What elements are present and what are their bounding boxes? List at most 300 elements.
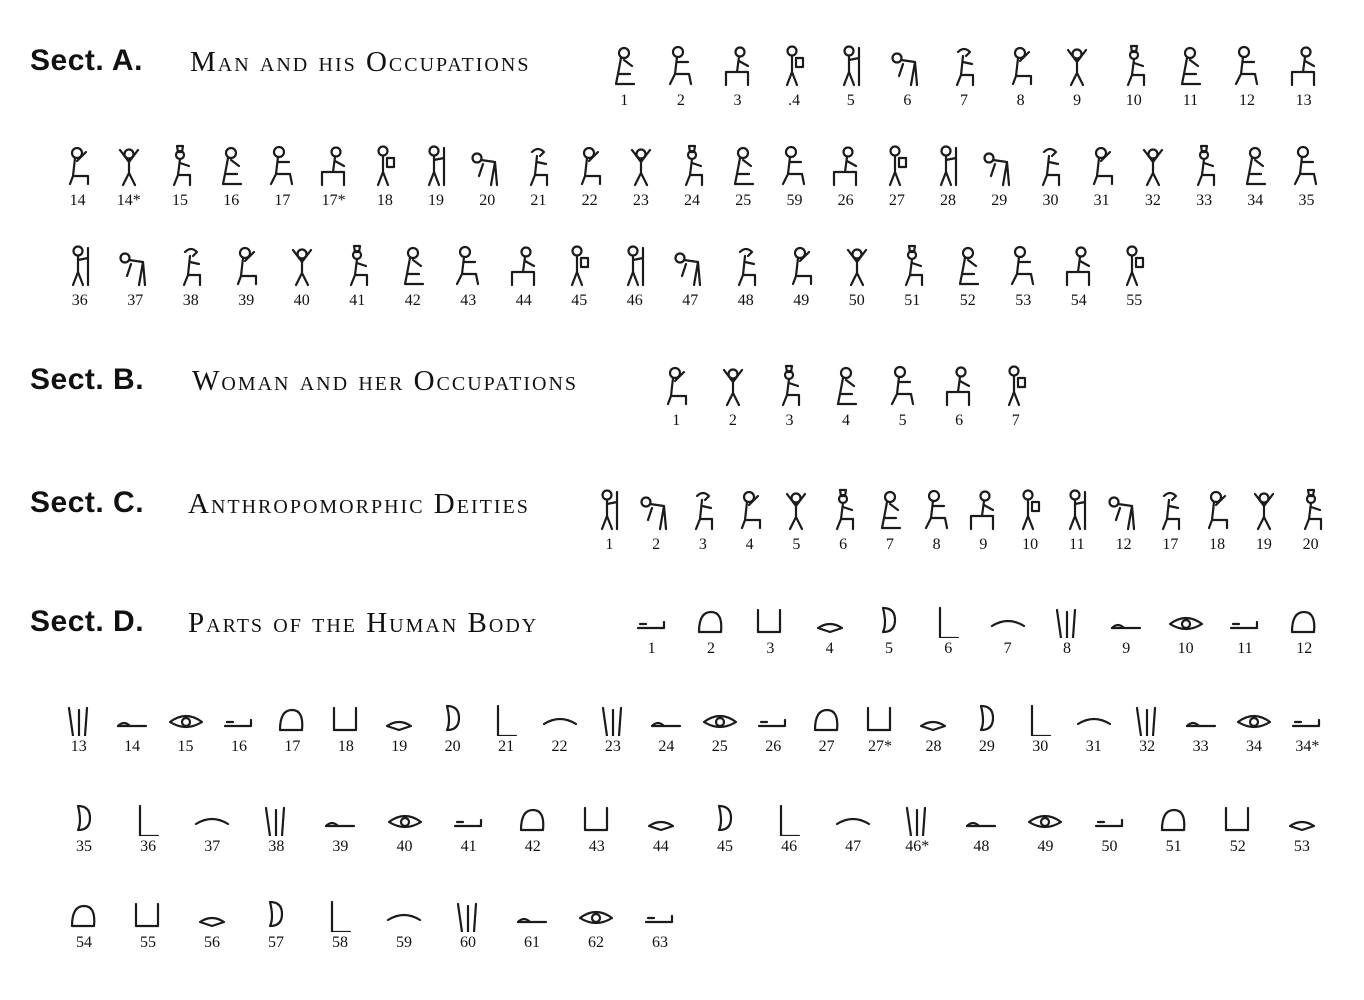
hieroglyph-sign xyxy=(1227,700,1280,756)
glyph-drawing xyxy=(826,144,866,190)
hieroglyph-sign xyxy=(1281,700,1334,756)
glyph-drawing xyxy=(115,244,155,290)
sign-number: 11 xyxy=(1069,536,1085,553)
hieroglyph-sign xyxy=(1162,44,1219,110)
hieroglyph-sign xyxy=(1281,144,1332,210)
glyph-drawing xyxy=(877,144,917,190)
hieroglyph-sign xyxy=(922,144,973,210)
sign-number: 39 xyxy=(332,838,349,855)
glyph-drawing xyxy=(1166,602,1206,638)
hieroglyph-sign xyxy=(496,244,552,310)
hieroglyph-sign xyxy=(1067,700,1120,756)
glyph-drawing xyxy=(589,488,629,534)
hieroglyph-sign xyxy=(829,244,885,310)
hieroglyph-sign xyxy=(372,896,436,952)
hieroglyph-sign xyxy=(1174,700,1227,756)
sign-number: 18 xyxy=(376,192,393,209)
sign-number: 23 xyxy=(632,192,649,209)
glyph-drawing xyxy=(670,244,710,290)
glyph-drawing xyxy=(700,700,740,736)
hieroglyph-sign xyxy=(681,602,740,658)
sign-number: 30 xyxy=(1042,192,1059,209)
hieroglyph-sign xyxy=(874,364,931,430)
glyph-drawing xyxy=(979,144,1019,190)
sign-number: 1 xyxy=(672,412,681,429)
glyph-drawing xyxy=(504,244,544,290)
hieroglyph-sign xyxy=(1156,602,1215,658)
sign-number: 46 xyxy=(626,292,643,309)
glyph-drawing xyxy=(1003,244,1043,290)
hieroglyph-sign xyxy=(330,244,386,310)
sign-number: 17* xyxy=(321,192,346,209)
glyph-drawing xyxy=(1286,144,1326,190)
glyph-drawing xyxy=(1154,800,1194,836)
sign-number: 13 xyxy=(1295,92,1312,109)
sign-number: 26 xyxy=(837,192,854,209)
hieroglyph-sign xyxy=(1127,144,1178,210)
hieroglyph-sign xyxy=(693,800,757,856)
glyph-drawing xyxy=(1284,602,1324,638)
hieroglyph-sign xyxy=(622,602,681,658)
hieroglyph-sign xyxy=(978,602,1037,658)
hieroglyph-sign xyxy=(180,800,244,856)
sign-number: 9 xyxy=(1122,640,1131,657)
hieroglyph-sign xyxy=(103,144,154,210)
hieroglyph-sign xyxy=(879,44,936,110)
glyph-drawing xyxy=(226,244,266,290)
glyph-drawing xyxy=(512,896,552,932)
glyph-drawing xyxy=(641,800,681,836)
hieroglyph-sign xyxy=(1147,488,1194,554)
glyph-drawing xyxy=(1025,800,1065,836)
sign-number: 11 xyxy=(1182,92,1199,109)
sign-number: 31 xyxy=(1085,738,1102,755)
glyph-drawing xyxy=(939,364,979,410)
sign-number: 53 xyxy=(1015,292,1032,309)
sign-number: 44 xyxy=(515,292,532,309)
sign-number: 50 xyxy=(848,292,865,309)
hieroglyph-sign xyxy=(1076,144,1127,210)
glyph-drawing xyxy=(1235,144,1275,190)
hieroglyph-sign xyxy=(818,364,875,430)
hieroglyph-sign xyxy=(853,700,906,756)
sign-number: 46* xyxy=(905,838,930,855)
glyph-drawing xyxy=(593,700,633,736)
sign-number: 6 xyxy=(903,92,912,109)
sign-number: 9 xyxy=(1073,92,1082,109)
glyph-drawing xyxy=(1127,700,1167,736)
glyph-drawing xyxy=(897,800,937,836)
hieroglyph-sign xyxy=(648,364,705,430)
sign-number: 24 xyxy=(658,738,675,755)
hieroglyph-sign xyxy=(1007,488,1054,554)
hieroglyph-sign xyxy=(501,800,565,856)
glyph-drawing xyxy=(58,144,98,190)
glyph-drawing xyxy=(646,700,686,736)
sign-number: 12 xyxy=(1115,536,1132,553)
hieroglyph-sign xyxy=(800,602,859,658)
sign-number: 50 xyxy=(1101,838,1118,855)
sign-number: 59 xyxy=(786,192,803,209)
glyph-drawing xyxy=(753,700,793,736)
sign-number: 26 xyxy=(765,738,782,755)
sign-number: 54 xyxy=(1070,292,1087,309)
sign-number: 45 xyxy=(571,292,588,309)
section-b-label: Sect. B. xyxy=(30,363,145,396)
hieroglyph-sign xyxy=(586,700,639,756)
sign-number: 3 xyxy=(698,536,707,553)
glyph-drawing xyxy=(262,144,302,190)
sign-number: 16 xyxy=(223,192,240,209)
glyph-drawing xyxy=(621,144,661,190)
glyph-drawing xyxy=(256,896,296,932)
hieroglyph-sign xyxy=(709,44,766,110)
hieroglyph-sign xyxy=(1206,800,1270,856)
glyph-drawing xyxy=(314,144,354,190)
hieroglyph-sign xyxy=(1275,44,1332,110)
sign-number: 34 xyxy=(1245,738,1262,755)
glyph-drawing xyxy=(1020,700,1060,736)
hieroglyph-sign xyxy=(1014,700,1067,756)
glyph-drawing xyxy=(337,244,377,290)
hieroglyph-sign xyxy=(52,144,103,210)
glyph-drawing xyxy=(448,896,488,932)
hieroglyph-sign xyxy=(513,144,564,210)
hieroglyph-sign xyxy=(564,896,628,952)
glyph-drawing xyxy=(1082,144,1122,190)
hieroglyph-sign xyxy=(52,700,105,756)
sign-number: 36 xyxy=(71,292,88,309)
hieroglyph-sign xyxy=(1219,44,1276,110)
hieroglyph-sign xyxy=(992,44,1049,110)
sign-number: 25 xyxy=(735,192,752,209)
sign-number: 34* xyxy=(1295,738,1320,755)
glyph-drawing xyxy=(112,700,152,736)
glyph-drawing xyxy=(636,488,676,534)
sign-number: 2 xyxy=(728,412,737,429)
hieroglyph-sign xyxy=(693,700,746,756)
hieroglyph-sign xyxy=(52,896,116,952)
glyph-drawing xyxy=(826,364,866,410)
glyph-drawing xyxy=(59,700,99,736)
glyph-drawing xyxy=(928,602,968,638)
glyph-drawing xyxy=(948,244,988,290)
sign-number: 52 xyxy=(1229,838,1246,855)
hieroglyph-sign xyxy=(436,896,500,952)
hieroglyph-sign xyxy=(244,896,308,952)
hieroglyph-sign xyxy=(987,364,1044,430)
glyph-drawing xyxy=(1114,244,1154,290)
glyph-drawing xyxy=(1104,488,1144,534)
hieroglyph-sign xyxy=(154,144,205,210)
sign-number: 5 xyxy=(846,92,855,109)
glyph-drawing xyxy=(776,488,816,534)
hieroglyph-sign xyxy=(308,144,359,210)
sign-number: 37 xyxy=(127,292,144,309)
sign-number: 6 xyxy=(955,412,964,429)
sign-number: 40 xyxy=(396,838,413,855)
glyph-drawing xyxy=(128,896,168,932)
glyph-drawing xyxy=(1057,44,1097,90)
hieroglyph-sign xyxy=(633,488,680,554)
hieroglyph-sign xyxy=(319,700,372,756)
hieroglyph-sign xyxy=(479,700,532,756)
section-a-label: Sect. A. xyxy=(30,44,143,77)
hieroglyph-sign xyxy=(1025,144,1076,210)
hieroglyph-sign xyxy=(1241,488,1288,554)
hieroglyph-sign xyxy=(960,700,1013,756)
hieroglyph-sign xyxy=(680,488,727,554)
glyph-drawing xyxy=(705,800,745,836)
hieroglyph-sign xyxy=(163,244,219,310)
sign-number: 24 xyxy=(684,192,701,209)
hieroglyph-sign xyxy=(257,144,308,210)
sign-number: 42 xyxy=(404,292,421,309)
section-d-title: Parts of the Human Body xyxy=(188,607,539,639)
glyph-drawing xyxy=(833,800,873,836)
sign-number: 48 xyxy=(973,838,990,855)
sign-number: 30 xyxy=(1032,738,1049,755)
sign-number: 10 xyxy=(1177,640,1194,657)
sign-number: 35 xyxy=(76,838,93,855)
sign-number: 8 xyxy=(1062,640,1071,657)
sign-row xyxy=(52,228,1162,310)
sign-row xyxy=(596,30,1332,110)
hieroglyph-sign xyxy=(1107,244,1163,310)
sign-number: 51 xyxy=(904,292,921,309)
hieroglyph-sign xyxy=(244,800,308,856)
hieroglyph-sign xyxy=(219,244,275,310)
sign-number: 58 xyxy=(332,934,348,951)
glyph-drawing xyxy=(1284,44,1324,90)
hieroglyph-sign xyxy=(1100,488,1147,554)
sign-number: 2 xyxy=(676,92,685,109)
glyph-drawing xyxy=(944,44,984,90)
glyph-drawing xyxy=(1090,800,1130,836)
glyph-drawing xyxy=(320,800,360,836)
glyph-drawing xyxy=(961,800,1001,836)
hieroglyph-sign xyxy=(820,144,871,210)
sign-number: 9 xyxy=(979,536,988,553)
sign-number: 27* xyxy=(868,738,893,755)
glyph-drawing xyxy=(449,800,489,836)
sign-number: 23 xyxy=(604,738,621,755)
sign-number: 4 xyxy=(825,640,834,657)
glyph-drawing xyxy=(1227,44,1267,90)
sign-number: 40 xyxy=(293,292,310,309)
sign-number: 1 xyxy=(647,640,656,657)
sign-number: 19 xyxy=(1255,536,1272,553)
hieroglyph-sign xyxy=(274,244,330,310)
glyph-drawing xyxy=(272,700,312,736)
hieroglyph-sign xyxy=(1142,800,1206,856)
glyph-drawing xyxy=(559,244,599,290)
hieroglyph-sign xyxy=(653,44,710,110)
hieroglyph-sign xyxy=(372,800,436,856)
hieroglyph-sign xyxy=(885,800,949,856)
glyph-drawing xyxy=(1057,488,1097,534)
glyph-drawing xyxy=(632,602,672,638)
hieroglyph-sign xyxy=(1194,488,1241,554)
glyph-drawing xyxy=(870,488,910,534)
glyph-drawing xyxy=(723,144,763,190)
sign-number: 8 xyxy=(932,536,941,553)
sign-number: 25 xyxy=(711,738,728,755)
glyph-drawing xyxy=(467,144,507,190)
glyph-drawing xyxy=(691,602,731,638)
hieroglyph-sign xyxy=(774,244,830,310)
sign-number: 3 xyxy=(785,412,794,429)
sign-number: 36 xyxy=(140,838,157,855)
sign-number: 17 xyxy=(284,738,301,755)
hieroglyph-sign xyxy=(1078,800,1142,856)
sign-number: 49 xyxy=(793,292,810,309)
sign-number: 49 xyxy=(1037,838,1054,855)
sign-number: 5 xyxy=(792,536,801,553)
section-a-title: Man and his Occupations xyxy=(190,46,531,78)
glyph-drawing xyxy=(160,144,200,190)
sign-number: 4 xyxy=(745,536,754,553)
hieroglyph-sign xyxy=(761,364,818,430)
sign-number: 39 xyxy=(238,292,255,309)
sign-number: 54 xyxy=(76,934,92,951)
hieroglyph-sign xyxy=(359,144,410,210)
sign-number: 52 xyxy=(959,292,976,309)
glyph-drawing xyxy=(774,44,814,90)
glyph-drawing xyxy=(282,244,322,290)
sign-row xyxy=(648,350,1044,430)
glyph-drawing xyxy=(166,700,206,736)
hieroglyph-sign xyxy=(437,800,501,856)
glyph-drawing xyxy=(448,244,488,290)
glyph-drawing xyxy=(385,800,425,836)
hieroglyph-sign xyxy=(718,144,769,210)
hieroglyph-sign xyxy=(1049,44,1106,110)
glyph-drawing xyxy=(192,800,232,836)
glyph-drawing xyxy=(615,244,655,290)
section-b-title: Woman and her Occupations xyxy=(192,365,579,397)
sign-number: 3 xyxy=(766,640,775,657)
sign-number: 32 xyxy=(1139,738,1156,755)
hieroglyph-sign xyxy=(867,488,914,554)
glyph-drawing xyxy=(823,488,863,534)
glyph-drawing xyxy=(1001,44,1041,90)
glyph-drawing xyxy=(1181,700,1221,736)
glyph-drawing xyxy=(810,602,850,638)
hieroglyph-sign xyxy=(640,700,693,756)
hieroglyph-sign xyxy=(919,602,978,658)
glyph-drawing xyxy=(996,364,1036,410)
sign-number: 5 xyxy=(898,412,907,429)
hieroglyph-sign xyxy=(108,244,164,310)
glyph-drawing xyxy=(769,800,809,836)
hieroglyph-sign xyxy=(116,896,180,952)
hieroglyph-sign xyxy=(757,800,821,856)
hieroglyph-sign xyxy=(871,144,922,210)
sign-number: 7 xyxy=(959,92,968,109)
glyph-drawing xyxy=(661,44,701,90)
sign-number: 51 xyxy=(1165,838,1182,855)
sign-number: 61 xyxy=(524,934,540,951)
sign-number: 29 xyxy=(978,738,995,755)
sign-row xyxy=(52,876,692,952)
section-c-label: Sect. C. xyxy=(30,486,145,519)
glyph-drawing xyxy=(887,44,927,90)
glyph-drawing xyxy=(750,602,790,638)
hieroglyph-sign xyxy=(1230,144,1281,210)
hieroglyph-sign xyxy=(820,488,867,554)
sign-number: 22 xyxy=(581,192,598,209)
sign-number: 35 xyxy=(1298,192,1315,209)
sign-row xyxy=(52,778,1334,856)
hieroglyph-sign xyxy=(564,144,615,210)
hieroglyph-sign xyxy=(1037,602,1096,658)
glyph-drawing xyxy=(883,364,923,410)
hieroglyph-sign xyxy=(949,800,1013,856)
sign-number: 14* xyxy=(116,192,141,209)
hieroglyph-sign xyxy=(105,700,158,756)
glyph-drawing xyxy=(713,364,753,410)
glyph-drawing xyxy=(192,896,232,932)
hieroglyph-sign xyxy=(1270,800,1334,856)
sign-number: 28 xyxy=(925,738,942,755)
glyph-drawing xyxy=(860,700,900,736)
hieroglyph-sign xyxy=(773,488,820,554)
hieroglyph-sign xyxy=(533,700,586,756)
glyph-drawing xyxy=(1244,488,1284,534)
sign-number: 48 xyxy=(737,292,754,309)
sign-number: 8 xyxy=(1016,92,1025,109)
sign-number: 7 xyxy=(1011,412,1020,429)
sign-number: 53 xyxy=(1293,838,1310,855)
hieroglyph-sign xyxy=(940,244,996,310)
glyph-drawing xyxy=(1106,602,1146,638)
sign-number: 21 xyxy=(498,738,515,755)
sign-number: 41 xyxy=(460,838,477,855)
glyph-drawing xyxy=(1234,700,1274,736)
sign-number: 44 xyxy=(652,838,669,855)
sign-number: 33 xyxy=(1196,192,1213,209)
glyph-drawing xyxy=(640,896,680,932)
hieroglyph-sign xyxy=(426,700,479,756)
hieroglyph-sign xyxy=(859,602,918,658)
glyph-drawing xyxy=(518,144,558,190)
sign-number: 32 xyxy=(1144,192,1161,209)
glyph-drawing xyxy=(433,700,473,736)
hieroglyph-sign xyxy=(596,44,653,110)
glyph-drawing xyxy=(171,244,211,290)
sign-number: 38 xyxy=(182,292,199,309)
sign-number: 27 xyxy=(888,192,905,209)
sign-number: 34 xyxy=(1247,192,1264,209)
sign-number: 5 xyxy=(884,640,893,657)
hieroglyph-sign xyxy=(628,896,692,952)
glyph-drawing xyxy=(60,244,100,290)
sign-number: 19 xyxy=(391,738,408,755)
glyph-drawing xyxy=(1010,488,1050,534)
glyph-drawing xyxy=(928,144,968,190)
sign-number: 3 xyxy=(733,92,742,109)
glyph-drawing xyxy=(128,800,168,836)
glyph-drawing xyxy=(513,800,553,836)
glyph-drawing xyxy=(326,700,366,736)
sign-number: 43 xyxy=(460,292,477,309)
glyph-drawing xyxy=(831,44,871,90)
hieroglyph-sign xyxy=(441,244,497,310)
glyph-drawing xyxy=(256,800,296,836)
glyph-drawing xyxy=(963,488,1003,534)
hieroglyph-sign xyxy=(1051,244,1107,310)
